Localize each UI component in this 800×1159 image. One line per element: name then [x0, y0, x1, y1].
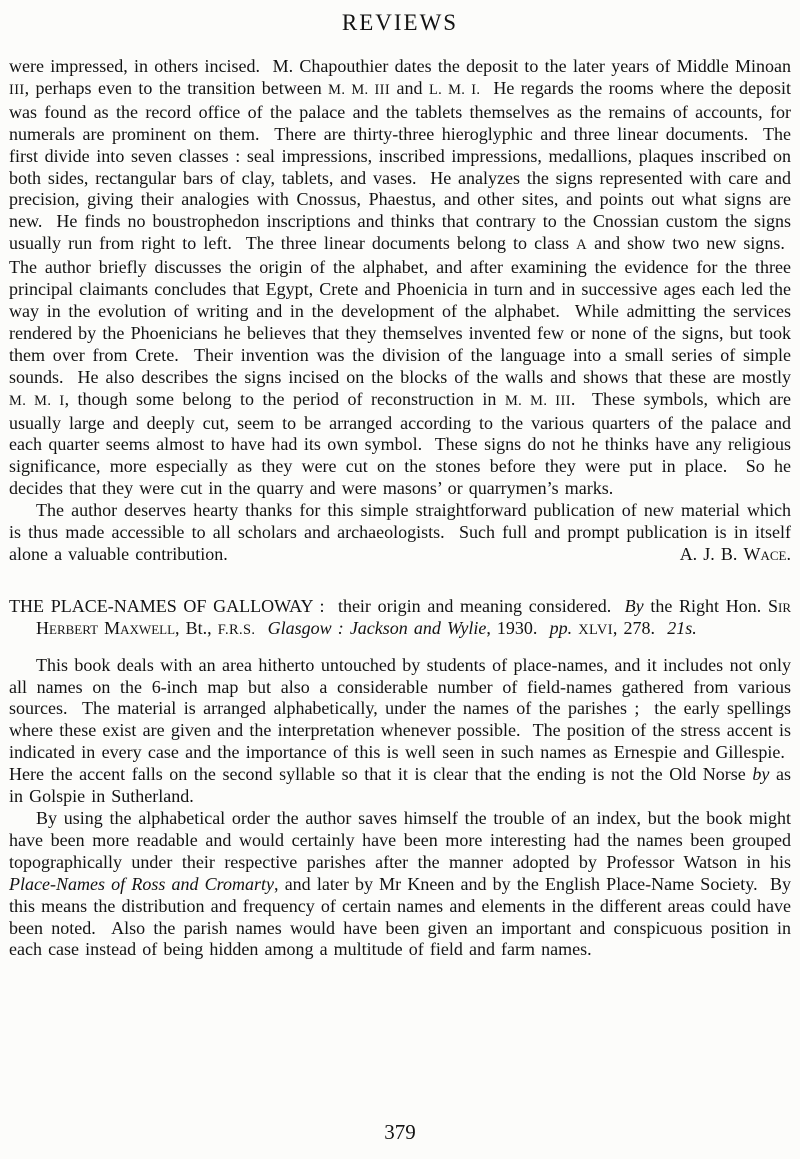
review-paragraph: [9, 655, 791, 808]
text-run: L. M. I.: [428, 81, 481, 98]
text-run: A: [576, 237, 587, 254]
text-run: By: [624, 595, 644, 616]
section-title: REVIEWS: [341, 10, 459, 35]
text-run: , and later by Mr Kneen and by the English Place-Name Society. By this means the distribution and frequency of certain names and elements in the different areas could have been noted. Also the parish names would have been given an important and conspicuous position in each case instead of being hidden among a multitude of field and farm names.: [9, 873, 791, 960]
review-paragraph: [9, 56, 791, 500]
text-run: By using the alphabetical order the author saves himself the trouble of an index, but the book might have been more readable and would certainly have been more interesting had the names been grouped topographically under their respective parishes after the manner adopted by Professor Watson in his: [9, 808, 791, 872]
text-run: This book deals with an area hitherto untouched by students of place-names, and it includes not only all names on the 6-inch map but also a considerable number of field-names gathered from various sources. The material is arranged alphabetically, under the names of the parishes ; the early spellings where these exist are given and the interpretation whenever possible. The position of the stress accent is indicated in every case and the importance of this is well seen in such names as Ernespie and Gillespie. Here the accent falls on the second syllable so that it is clear that the ending is not the Old Norse: [9, 654, 791, 785]
text-run: M. M. I: [9, 392, 65, 409]
text-run: and: [390, 77, 429, 98]
text-run: He regards the rooms where the deposit was found as the record office of the palace and the tablets themselves as the remains of accounts, for numerals are prominent on them. There are thirty-three hieroglyphic and three linear documents. The first divide into seven classes : seal impressions, inscribed impressions, medallions, plaques inscribed on both sides, rectangular bars of clay, tablets, and vases. He analyzes the signs represented with care and precision, giving their analogies with Cnossus, Phaestus, and other sites, and points out what signs are new. He finds no boustrophedon inscriptions and thinks that contrary to the Cnossian custom the signs usually run from right to left. The three linear documents belong to class: [9, 77, 791, 254]
text-run: as in Golspie in Sutherland.: [9, 764, 791, 807]
review-paragraph: [9, 500, 791, 566]
text-run: THE PLACE-NAMES OF GALLOWAY : their origin and meaning considered.: [9, 595, 625, 616]
review-minoan-deposit: [9, 56, 791, 566]
page-number: 379: [384, 1120, 416, 1144]
text-run: Place-Names of Ross and Cromarty: [9, 873, 275, 894]
book-review-heading: [9, 596, 791, 642]
text-run: 21s.: [667, 617, 697, 638]
text-run: and show two new signs. The author briefly discusses the origin of the alphabet, and after examining the evidence for the three principal claimants concludes that Egypt, Crete and Phoenicia in turn and in successive ages each led the way in the evolution of writing and in the development of the alphabet. While admitting the services rendered by the Phoenicians he believes that they themselves invented few or none of the signs, but took them over from Crete. Their invention was the division of the language into a small series of simple sounds. He also describes the signs incised on the blocks of the walls and shows that these are mostly: [9, 233, 792, 387]
text-run: M. M. III: [328, 81, 391, 98]
text-run: [255, 618, 267, 638]
text-run: Glasgow : Jackson and Wylie: [267, 617, 487, 638]
text-run: , Bt.,: [175, 617, 218, 638]
reviewer-signature: [653, 544, 791, 566]
text-run: , 278.: [612, 617, 668, 638]
text-run: A. J. B.: [679, 543, 744, 564]
review-paragraph: [9, 808, 791, 961]
text-run: Wace.: [743, 543, 791, 564]
text-run: by: [752, 764, 770, 785]
text-run: XLVI: [578, 621, 613, 638]
text-run: were impressed, in others incised. M. Chapouthier dates the deposit to the later years of Middle Minoan: [9, 56, 791, 76]
text-run: The author deserves hearty thanks for this simple straightforward publication of new material which is thus made accessible to all scholars and archaeologists. Such full and prompt publication is in itself alone a valuable contribution.: [9, 500, 791, 564]
text-run: Sir Herbert Maxwell: [36, 595, 791, 638]
text-run: pp.: [549, 617, 573, 638]
text-run: the Right Hon.: [643, 595, 768, 616]
text-run: III: [9, 81, 25, 98]
text-run: F.R.S.: [217, 621, 256, 638]
text-run: M. M. III: [504, 392, 571, 409]
text-run: , 1930.: [486, 617, 550, 638]
text-run: , perhaps even to the transition between: [24, 77, 329, 98]
text-run: , though some belong to the period of reconstruction in: [64, 388, 505, 409]
text-run: . These symbols, which are usually large and deeply cut, seem to be arranged according to the various quarters of the palace and each quarter seems almost to have had its own symbol. These signs do not he thinks have any religious significance, more especially as they were cut on the stones before they were put in place. So he decides that they were cut in the quarry and were masons’ or quarrymen’s marks.: [9, 388, 791, 499]
review-galloway: [9, 596, 791, 962]
